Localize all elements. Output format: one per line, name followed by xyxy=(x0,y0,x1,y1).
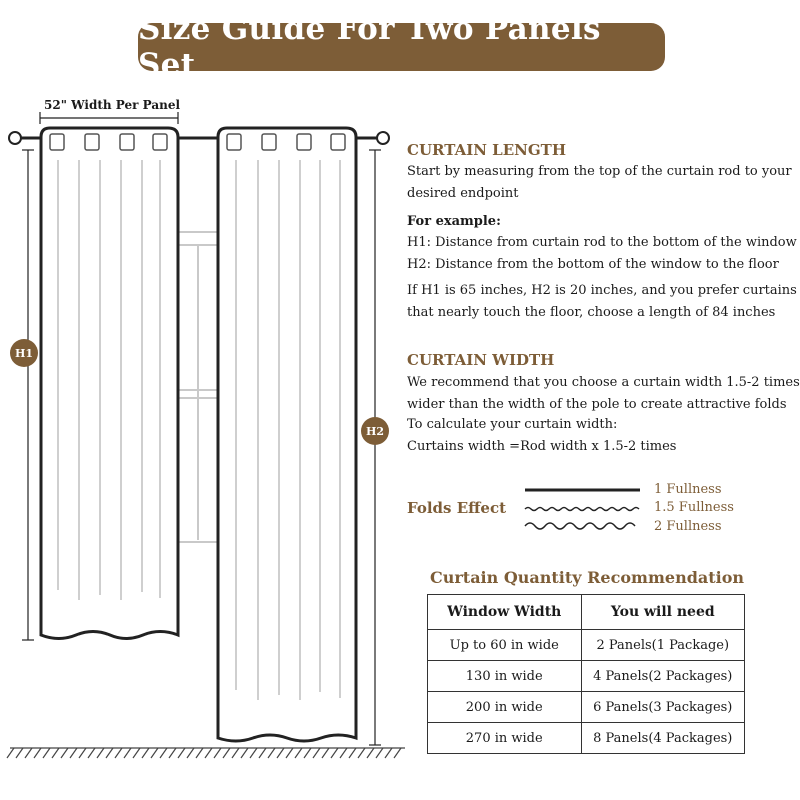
floor-hatch-mark xyxy=(142,748,149,758)
width-line-4: Curtains width =Rod width x 1.5-2 times xyxy=(407,439,677,454)
floor-hatch-mark xyxy=(34,748,41,758)
floor-hatch-mark xyxy=(295,748,302,758)
floor-hatch-mark xyxy=(358,748,365,758)
floor-hatch-mark xyxy=(52,748,59,758)
width-line-3: To calculate your curtain width: xyxy=(407,417,618,432)
floor-hatch-mark xyxy=(349,748,356,758)
h2-badge: H2 xyxy=(361,417,389,445)
floor-hatch-mark xyxy=(313,748,320,758)
fold-legend-lines xyxy=(525,490,640,529)
floor-hatch-mark xyxy=(16,748,23,758)
fold-2-fullness: 2 Fullness xyxy=(654,519,722,534)
floor-hatch-mark xyxy=(322,748,329,758)
floor-hatch-mark xyxy=(133,748,140,758)
floor-hatch-mark xyxy=(169,748,176,758)
floor-hatch-mark xyxy=(376,748,383,758)
example-line-3: If H1 is 65 inches, H2 is 20 inches, and you prefer curtains xyxy=(407,283,797,298)
curtain-length-heading: CURTAIN LENGTH xyxy=(407,141,566,159)
curtain-width-heading: CURTAIN WIDTH xyxy=(407,351,555,369)
fold-1-fullness: 1 Fullness xyxy=(654,482,722,497)
floor-hatch-mark xyxy=(268,748,275,758)
floor-hatch-mark xyxy=(151,748,158,758)
floor-hatch-mark xyxy=(331,748,338,758)
floor-hatch-mark xyxy=(232,748,239,758)
floor-hatch-mark xyxy=(106,748,113,758)
h1-badge: H1 xyxy=(10,339,38,367)
table-row xyxy=(428,692,745,723)
width-per-panel-label: 52" Width Per Panel xyxy=(44,98,181,112)
window-width-cell: 130 in wide xyxy=(428,661,582,692)
floor-hatch-mark xyxy=(25,748,32,758)
length-intro-line-1: Start by measuring from the top of the curtain rod to your xyxy=(407,164,792,179)
floor-hatch-mark xyxy=(223,748,230,758)
header-window-width: Window Width xyxy=(428,595,582,630)
panels-needed-cell: 4 Panels(2 Packages) xyxy=(581,661,745,692)
folds-effect-label: Folds Effect xyxy=(407,499,507,517)
floor-hatch-mark xyxy=(394,748,401,758)
floor-hatch-mark xyxy=(160,748,167,758)
floor-hatch-mark xyxy=(277,748,284,758)
floor-hatch-mark xyxy=(385,748,392,758)
h2-dimension xyxy=(369,150,381,745)
floor-hatch-mark xyxy=(214,748,221,758)
floor-hatch-mark xyxy=(304,748,311,758)
table-header-row xyxy=(428,595,745,630)
width-line-1: We recommend that you choose a curtain width 1.5-2 times xyxy=(407,375,800,390)
window-width-cell: Up to 60 in wide xyxy=(428,630,582,661)
window-width-cell: 200 in wide xyxy=(428,692,582,723)
floor-hatch-mark xyxy=(61,748,68,758)
example-line-4: that nearly touch the floor, choose a length of 84 inches xyxy=(407,305,776,320)
length-intro-line-2: desired endpoint xyxy=(407,186,519,201)
floor-hatch-mark xyxy=(196,748,203,758)
panels-needed-cell: 6 Panels(3 Packages) xyxy=(581,692,745,723)
fold-1-5-fullness: 1.5 Fullness xyxy=(654,500,734,515)
floor-hatch-mark xyxy=(367,748,374,758)
quantity-title: Curtain Quantity Recommendation xyxy=(430,568,745,587)
window-illustration xyxy=(176,232,220,542)
floor-hatch-mark xyxy=(205,748,212,758)
floor-hatch-mark xyxy=(79,748,86,758)
floor-hatch-mark xyxy=(259,748,266,758)
floor-hatch-mark xyxy=(7,748,14,758)
floor-hatch-mark xyxy=(43,748,50,758)
header-you-will-need: You will need xyxy=(581,595,745,630)
table-row xyxy=(428,723,745,754)
window-width-cell: 270 in wide xyxy=(428,723,582,754)
table-row xyxy=(428,661,745,692)
floor-hatch-mark xyxy=(88,748,95,758)
example-line-1: H1: Distance from curtain rod to the bottom of the window xyxy=(407,235,797,250)
floor-hatch-mark xyxy=(178,748,185,758)
example-line-2: H2: Distance from the bottom of the window to the floor xyxy=(407,257,779,272)
panels-needed-cell: 8 Panels(4 Packages) xyxy=(581,723,745,754)
quantity-table xyxy=(427,594,745,754)
floor-hatch-mark xyxy=(124,748,131,758)
floor-line xyxy=(7,748,405,758)
floor-hatch-mark xyxy=(115,748,122,758)
panels-needed-cell: 2 Panels(1 Package) xyxy=(581,630,745,661)
right-curtain-panel xyxy=(218,128,356,741)
floor-hatch-mark xyxy=(187,748,194,758)
floor-hatch-mark xyxy=(70,748,77,758)
floor-hatch-mark xyxy=(97,748,104,758)
floor-hatch-mark xyxy=(250,748,257,758)
floor-hatch-mark xyxy=(286,748,293,758)
floor-hatch-mark xyxy=(241,748,248,758)
floor-hatch-mark xyxy=(340,748,347,758)
table-row xyxy=(428,630,745,661)
h1-dimension xyxy=(22,150,34,640)
banner-title: Size Guide For Two Panels Set xyxy=(138,11,601,83)
width-dimension xyxy=(40,112,178,124)
width-line-2: wider than the width of the pole to create attractive folds xyxy=(407,397,787,412)
left-curtain-panel xyxy=(41,128,178,639)
example-heading: For example: xyxy=(407,214,501,229)
